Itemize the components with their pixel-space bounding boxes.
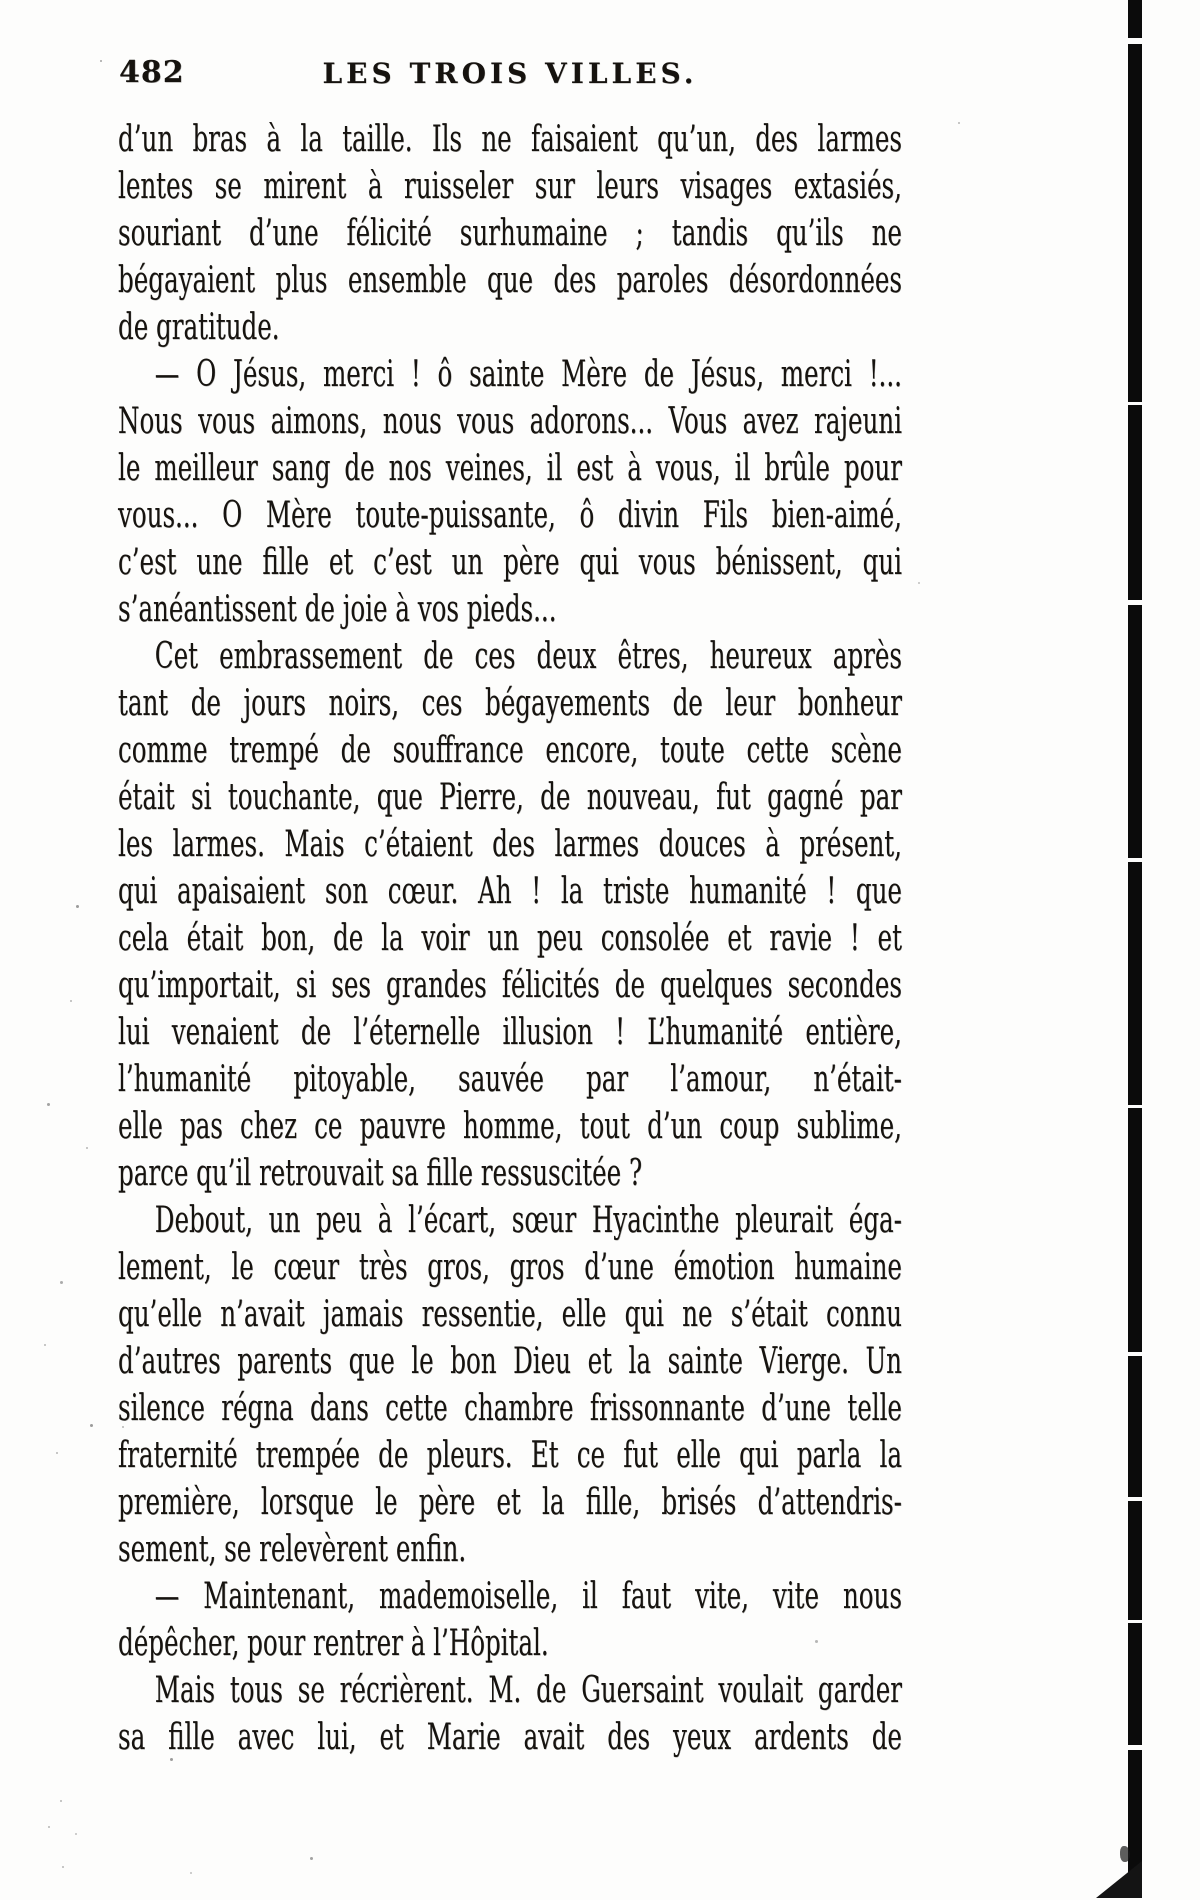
scan-edge-gap xyxy=(1127,600,1143,605)
text-line: souriant d’une félicité surhumaine ; tandis qu’ils ne xyxy=(118,213,902,254)
dust-speck xyxy=(56,1452,58,1454)
dust-speck xyxy=(44,1344,46,1346)
dust-speck xyxy=(90,1424,93,1427)
text-line: c’est une fille et c’est un père qui vous bénissent, qui xyxy=(118,542,902,583)
running-title: LES TROIS VILLES. xyxy=(322,57,698,90)
text-line: tant de jours noirs, ces bégayements de leur bonheur xyxy=(118,683,902,724)
dust-speck xyxy=(75,1833,77,1835)
text-line: qu’importait, si ses grandes félicités de quelques secondes xyxy=(118,965,902,1006)
dust-speck xyxy=(47,1103,50,1106)
dust-speck xyxy=(70,1000,72,1002)
text-line: cela était bon, de la voir un peu consolée et ravie ! et xyxy=(118,918,902,959)
page-number: 482 xyxy=(119,55,185,90)
dust-speck xyxy=(310,1857,313,1860)
page-text xyxy=(118,116,902,1761)
dust-speck xyxy=(918,582,920,584)
text-line: parce qu’il retrouvait sa fille ressuscitée ? xyxy=(118,1153,643,1194)
text-line: fraternité trempée de pleurs. Et ce fut elle qui parla la xyxy=(118,1435,902,1476)
text-line: lui venaient de l’éternelle illusion ! L’humanité entière, xyxy=(118,1012,902,1053)
dust-speck xyxy=(86,1147,88,1149)
text-line: silence régna dans cette chambre frissonnante d’une telle xyxy=(118,1388,902,1429)
scan-edge-gap xyxy=(1127,1745,1143,1750)
dust-speck xyxy=(60,1281,63,1284)
text-line: les larmes. Mais c’étaient des larmes douces à présent, xyxy=(118,824,902,865)
text-line: dépêcher, pour rentrer à l’Hôpital. xyxy=(118,1623,549,1664)
text-line: sa fille avec lui, et Marie avait des yeux ardents de xyxy=(118,1717,902,1758)
dust-speck xyxy=(100,60,102,62)
text-line: le meilleur sang de nos veines, il est à vous, il brûle pour xyxy=(118,448,902,489)
text-line: Nous vous aimons, nous vous adorons... Vous avez rajeuni xyxy=(118,401,902,442)
text-line: sement, se relevèrent enfin. xyxy=(118,1529,467,1570)
dust-speck xyxy=(190,1872,192,1874)
text-line: lement, le cœur très gros, gros d’une émotion humaine xyxy=(118,1247,902,1288)
text-line: de gratitude. xyxy=(118,307,280,348)
text-line: elle pas chez ce pauvre homme, tout d’un coup sublime, xyxy=(118,1106,902,1147)
dust-speck xyxy=(170,1758,173,1761)
page-header xyxy=(0,55,1200,95)
text-line: comme trempé de souffrance encore, toute cette scène xyxy=(118,730,902,771)
text-line: bégayaient plus ensemble que des paroles désordonnées xyxy=(118,260,902,301)
dust-speck xyxy=(815,1640,818,1643)
dust-speck xyxy=(958,122,960,124)
text-line: vous... O Mère toute-puissante, ô divin Fils bien-aimé, xyxy=(118,495,902,536)
scan-edge-gap xyxy=(1127,38,1143,44)
scan-edge-gap xyxy=(1127,1620,1143,1623)
text-line: — Maintenant, mademoiselle, il faut vite, vite nous xyxy=(154,1576,902,1617)
text-line: s’anéantissent de joie à vos pieds... xyxy=(118,589,557,630)
text-line: qui apaisaient son cœur. Ah ! la triste humanité ! que xyxy=(118,871,902,912)
text-line: Cet embrassement de ces deux êtres, heureux après xyxy=(154,636,902,677)
dust-speck xyxy=(62,1866,64,1868)
scan-edge-artifact-nub xyxy=(1120,1846,1130,1862)
text-line: — O Jésus, merci ! ô sainte Mère de Jésus, merci !... xyxy=(154,354,902,395)
scan-edge-gap xyxy=(1127,1105,1143,1108)
dust-speck xyxy=(48,1826,50,1828)
text-line: qu’elle n’avait jamais ressentie, elle qui ne s’était connu xyxy=(118,1294,902,1335)
text-line: Mais tous se récrièrent. M. de Guersaint voulait garder xyxy=(154,1670,902,1711)
scan-edge-gap xyxy=(1127,402,1143,405)
scan-edge-gap xyxy=(1127,1352,1143,1356)
scan-edge-gap xyxy=(1127,1497,1143,1501)
text-line: première, lorsque le père et la fille, brisés d’attendris- xyxy=(118,1482,902,1523)
text-line: Debout, un peu à l’écart, sœur Hyacinthe pleurait éga- xyxy=(154,1200,902,1241)
text-line: d’autres parents que le bon Dieu et la sainte Vierge. Un xyxy=(118,1341,902,1382)
scan-edge-artifact xyxy=(1128,0,1142,1878)
text-line: lentes se mirent à ruisseler sur leurs visages extasiés, xyxy=(118,166,902,207)
text-line: l’humanité pitoyable, sauvée par l’amour, n’était- xyxy=(118,1059,902,1100)
dust-speck xyxy=(60,1800,62,1802)
text-line: d’un bras à la taille. Ils ne faisaient qu’un, des larmes xyxy=(118,119,902,160)
dust-speck xyxy=(76,905,79,908)
scan-edge-gap xyxy=(1127,858,1143,862)
text-line: était si touchante, que Pierre, de nouveau, fut gagné par xyxy=(118,777,902,818)
dust-speck xyxy=(122,1426,124,1428)
